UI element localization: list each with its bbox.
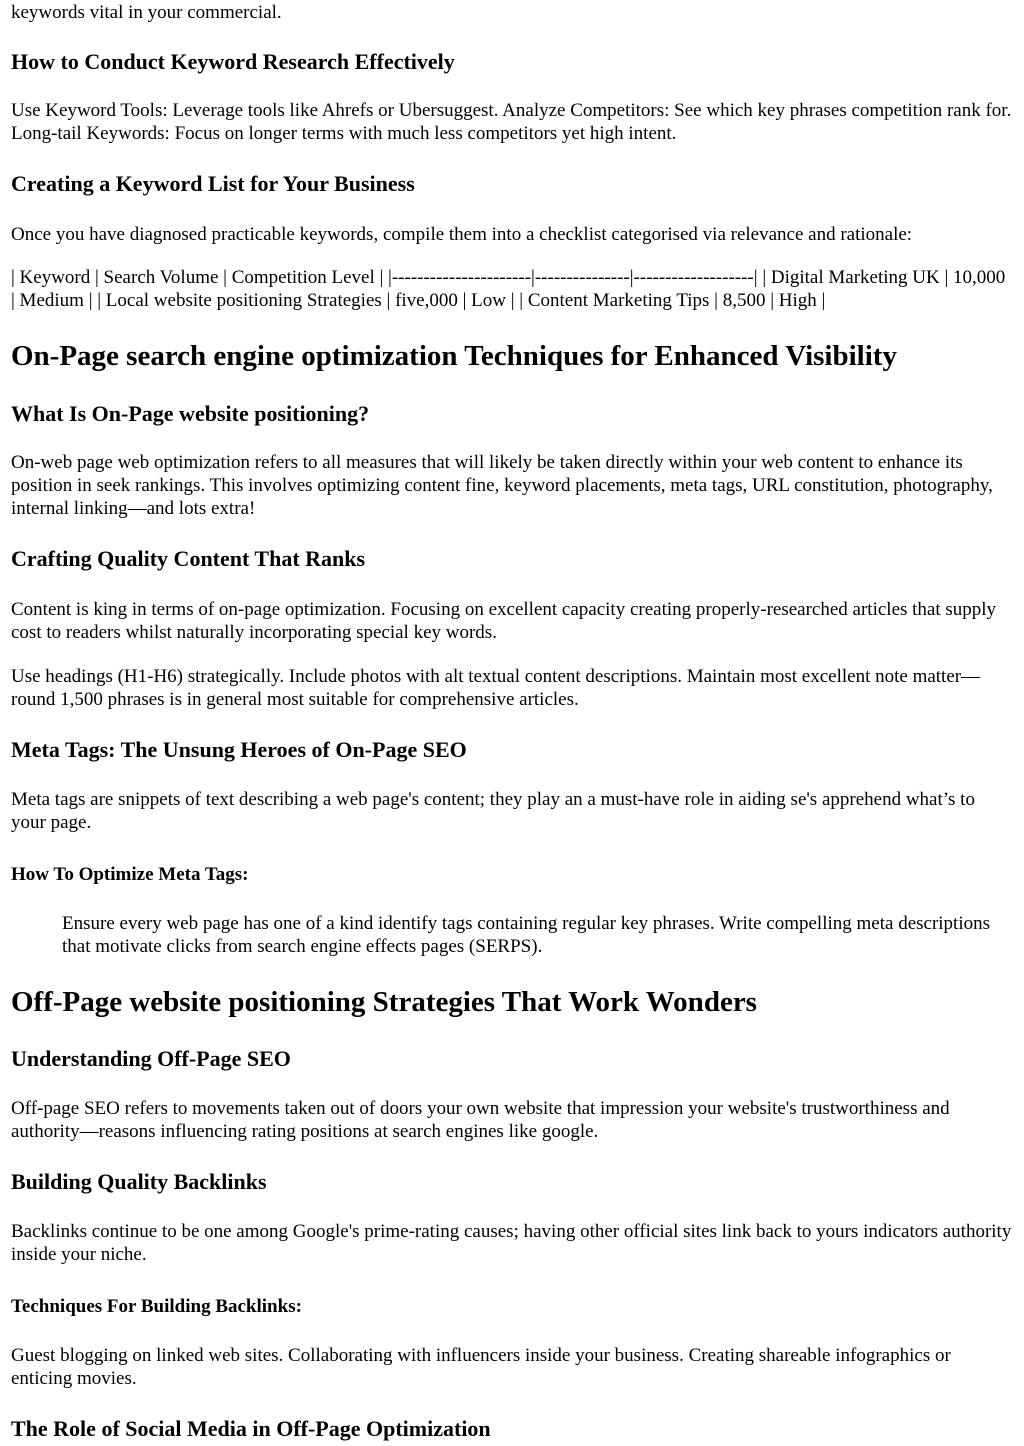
understanding-off-page-heading: Understanding Off-Page SEO (11, 1046, 291, 1071)
keyword-list-paragraph: Once you have diagnosed practicable keywords, compile them into a checklist categorised via relevance and rationale: (11, 224, 913, 245)
what-is-on-page-paragraph: On-web page web optimization refers to all measures that will likely be taken directly within your web content to enhance its position in seek rankings. This involves optimizing content fine, keyword placements, meta tags, URL constitution, photography, internal linking—and lots extra! (11, 452, 993, 519)
off-page-heading: Off-Page website positioning Strategies That Work Wonders (11, 986, 757, 1018)
backlinks-paragraph: Backlinks continue to be one among Google's prime-rating causes; having other official sites link back to yours indicators authority inside your niche. (11, 1221, 1012, 1265)
meta-tags-paragraph: Meta tags are snippets of text describing a web page's content; they play an a must-have role in aiding se's apprehend what’s to your page. (11, 789, 975, 833)
social-media-heading: The Role of Social Media in Off-Page Optimization (11, 1416, 491, 1441)
quality-content-heading: Crafting Quality Content That Ranks (11, 546, 366, 571)
meta-tags-heading: Meta Tags: The Unsung Heroes of On-Page SEO (11, 737, 467, 762)
backlinks-heading: Building Quality Backlinks (11, 1169, 267, 1194)
what-is-on-page-heading: What Is On-Page website positioning? (11, 401, 370, 426)
quality-content-paragraph-1: Content is king in terms of on-page optimization. Focusing on excellent capacity creating properly-researched articles that supply cost to readers whilst naturally incorporating special key words. (11, 599, 997, 643)
intro-tail-paragraph: keywords vital in your commercial. (11, 2, 282, 23)
backlink-techniques-paragraph: Guest blogging on linked web sites. Collaborating with influencers inside your business. Creating shareable infographics or enticing movies. (11, 1345, 951, 1389)
backlink-techniques-subheading: Techniques For Building Backlinks: (11, 1296, 302, 1317)
keyword-research-heading: How to Conduct Keyword Research Effectively (11, 49, 455, 74)
quality-content-paragraph-2: Use headings (H1-H6) strategically. Include photos with alt textual content descriptions. Maintain most excellent note matter—round 1,500 phrases is in general most suitable for comprehensive articles. (11, 666, 981, 710)
keyword-research-paragraph: Use Keyword Tools: Leverage tools like Ahrefs or Ubersuggest. Analyze Competitors: See which key phrases competition rank for. Long-tail Keywords: Focus on longer terms with much less competitors yet high intent. (11, 100, 1012, 144)
meta-tags-blockquote: Ensure every web page has one of a kind identify tags containing regular key phrases. Write compelling meta descriptions that motivate clicks from search engine effects pages (SERPS). (62, 913, 991, 957)
understanding-off-page-paragraph: Off-page SEO refers to movements taken out of doors your own website that impression your website's trustworthiness and authority—reasons influencing rating positions at search engines like google. (11, 1098, 950, 1142)
optimize-meta-tags-subheading: How To Optimize Meta Tags: (11, 864, 249, 885)
keyword-table-text: | Keyword | Search Volume | Competition Level | |----------------------|---------------|-------------------| | Digital Marketing UK | 10,000 | Medium | | Local website positioning Strategies | five,000 | Low | | Content Marketing Tips | 8,500 | High | (11, 267, 1006, 311)
on-page-heading: On-Page search engine optimization Techniques for Enhanced Visibility (11, 340, 897, 372)
keyword-list-heading: Creating a Keyword List for Your Business (11, 171, 415, 196)
